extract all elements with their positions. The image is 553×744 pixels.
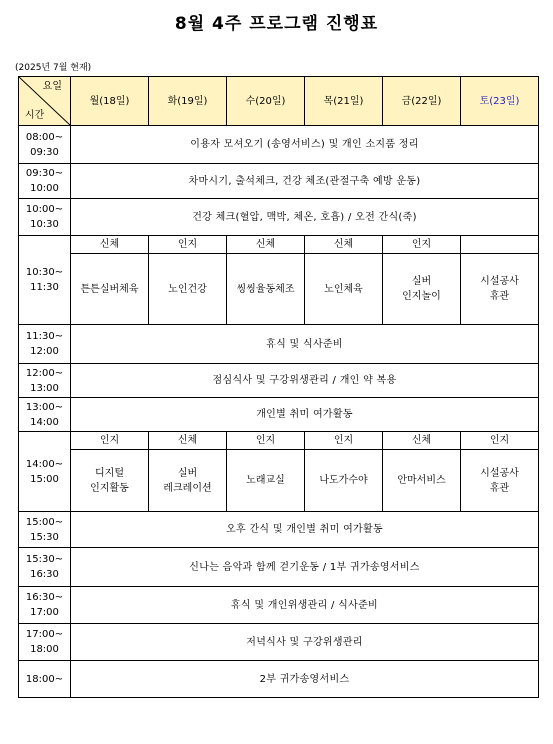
program-cell	[461, 450, 539, 512]
time-start: 09:30~	[25, 168, 64, 179]
category-cell	[461, 236, 539, 254]
program-name: 실버	[411, 276, 432, 287]
program-row	[19, 450, 539, 512]
time-cell	[19, 126, 71, 164]
program-name: 시설공사	[480, 467, 519, 479]
activity-cell: 저녁식사 및 구강위생관리	[71, 624, 539, 661]
activity-cell: 차마시기, 출석체크, 건강 체조(관절구축 예방 운동)	[71, 164, 539, 199]
time-end: 15:30	[30, 531, 59, 543]
activity-cell: 신나는 음악과 함께 걷기운동 / 1부 귀가송영서비스	[71, 548, 539, 587]
program-cell	[305, 450, 383, 512]
program-name-line2: 인지놀이	[402, 291, 441, 302]
time-cell	[19, 512, 71, 548]
date-note: (2025년 7월 현재)	[15, 63, 92, 73]
corner-time-label: 시간	[25, 110, 45, 121]
category-cell: 인지	[461, 432, 539, 450]
program-cell	[383, 254, 461, 325]
time-start: 17:00~	[25, 629, 64, 640]
table-row	[19, 325, 539, 364]
time-start: 15:00~	[25, 516, 64, 528]
time-end: 09:30	[30, 146, 59, 158]
activity-cell: 이용자 모셔오기 (송영서비스) 및 개인 소지품 정리	[71, 126, 539, 164]
time-start: 18:00~	[25, 673, 64, 685]
program-name: 튼튼실버체육	[80, 283, 139, 295]
time-cell	[19, 398, 71, 432]
program-name: 시설공사	[480, 276, 519, 287]
activity-cell: 오후 간식 및 개인별 취미 여가활동	[71, 512, 539, 548]
time-end: 13:00	[30, 382, 59, 394]
time-start: 11:30~	[25, 331, 64, 342]
program-cell	[305, 254, 383, 325]
program-name: 안마서비스	[397, 475, 446, 486]
program-cell	[71, 450, 149, 512]
table-row	[19, 548, 539, 587]
time-end: 18:00	[30, 644, 59, 655]
program-name: 실버	[177, 467, 198, 479]
time-end: 11:30	[30, 282, 59, 293]
time-cell	[19, 661, 71, 698]
table-row	[19, 587, 539, 624]
activity-cell: 휴식 및 개인위생관리 / 식사준비	[71, 587, 539, 624]
schedule-table	[18, 76, 539, 698]
time-start: 10:30~	[25, 267, 64, 278]
day-header-sat: 토(23일)	[461, 77, 539, 126]
program-cell	[227, 450, 305, 512]
category-cell: 인지	[383, 236, 461, 254]
time-start: 12:00~	[25, 367, 64, 379]
time-cell	[19, 236, 71, 325]
program-cell	[149, 450, 227, 512]
corner-day-label: 요일	[42, 81, 62, 92]
program-name: 씽씽율동체조	[236, 283, 295, 295]
activity-cell: 2부 귀가송영서비스	[71, 661, 539, 698]
day-header-mon: 월(18일)	[71, 77, 149, 126]
program-name: 나도가수야	[319, 475, 368, 486]
time-end: 16:30	[30, 569, 59, 580]
category-cell: 인지	[71, 432, 149, 450]
time-end: 12:00	[30, 346, 59, 357]
time-cell	[19, 587, 71, 624]
time-cell	[19, 364, 71, 398]
time-end: 17:00	[30, 607, 59, 618]
table-row	[19, 126, 539, 164]
activity-cell: 휴식 및 식사준비	[71, 325, 539, 364]
activity-cell: 점심식사 및 구강위생관리 / 개인 약 복용	[71, 364, 539, 398]
program-name: 디지털	[95, 467, 124, 479]
program-name: 노래교실	[246, 475, 285, 486]
program-name-line2: 인지활동	[90, 482, 129, 494]
time-start: 08:00~	[25, 131, 64, 143]
time-start: 10:00~	[25, 204, 64, 215]
category-cell: 신체	[383, 432, 461, 450]
category-row	[19, 236, 539, 254]
program-row	[19, 254, 539, 325]
time-start: 14:00~	[25, 458, 64, 470]
category-cell: 인지	[227, 432, 305, 450]
activity-cell: 건강 체크(혈압, 맥박, 체온, 호흡) / 오전 간식(죽)	[71, 199, 539, 236]
table-row	[19, 199, 539, 236]
time-start: 13:00~	[25, 401, 64, 413]
page-title: 8월 4주 프로그램 진행표	[174, 14, 379, 34]
program-name: 노인건강	[168, 283, 207, 295]
category-cell: 인지	[305, 432, 383, 450]
program-cell	[149, 254, 227, 325]
table-row	[19, 661, 539, 698]
day-header-fri: 금(22일)	[383, 77, 461, 126]
program-cell	[227, 254, 305, 325]
program-cell	[383, 450, 461, 512]
program-name-line2: 레크레이션	[163, 482, 212, 494]
program-cell	[71, 254, 149, 325]
time-cell	[19, 325, 71, 364]
time-end: 10:00	[30, 183, 59, 194]
table-row	[19, 398, 539, 432]
table-row	[19, 512, 539, 548]
category-cell: 신체	[71, 236, 149, 254]
time-start: 16:30~	[25, 592, 64, 603]
time-cell	[19, 624, 71, 661]
category-cell: 신체	[305, 236, 383, 254]
time-cell	[19, 164, 71, 199]
activity-cell: 개인별 취미 여가활동	[71, 398, 539, 432]
table-row	[19, 164, 539, 199]
table-row	[19, 364, 539, 398]
day-header-wed: 수(20일)	[227, 77, 305, 126]
time-cell	[19, 199, 71, 236]
program-name-line2: 휴관	[489, 482, 510, 494]
time-end: 10:30	[30, 219, 59, 230]
program-cell	[461, 254, 539, 325]
corner-header-cell	[19, 77, 71, 126]
category-cell: 신체	[149, 432, 227, 450]
table-row	[19, 624, 539, 661]
time-start: 15:30~	[25, 554, 64, 565]
time-end: 15:00	[30, 473, 59, 485]
category-cell: 인지	[149, 236, 227, 254]
time-cell	[19, 432, 71, 512]
category-row	[19, 432, 539, 450]
day-header-thu: 목(21일)	[305, 77, 383, 126]
time-end: 14:00	[30, 416, 59, 428]
program-name-line2: 휴관	[489, 291, 510, 302]
category-cell: 신체	[227, 236, 305, 254]
program-name: 노인체육	[324, 283, 363, 295]
header-row	[19, 77, 539, 126]
day-header-tue: 화(19일)	[149, 77, 227, 126]
time-cell	[19, 548, 71, 587]
